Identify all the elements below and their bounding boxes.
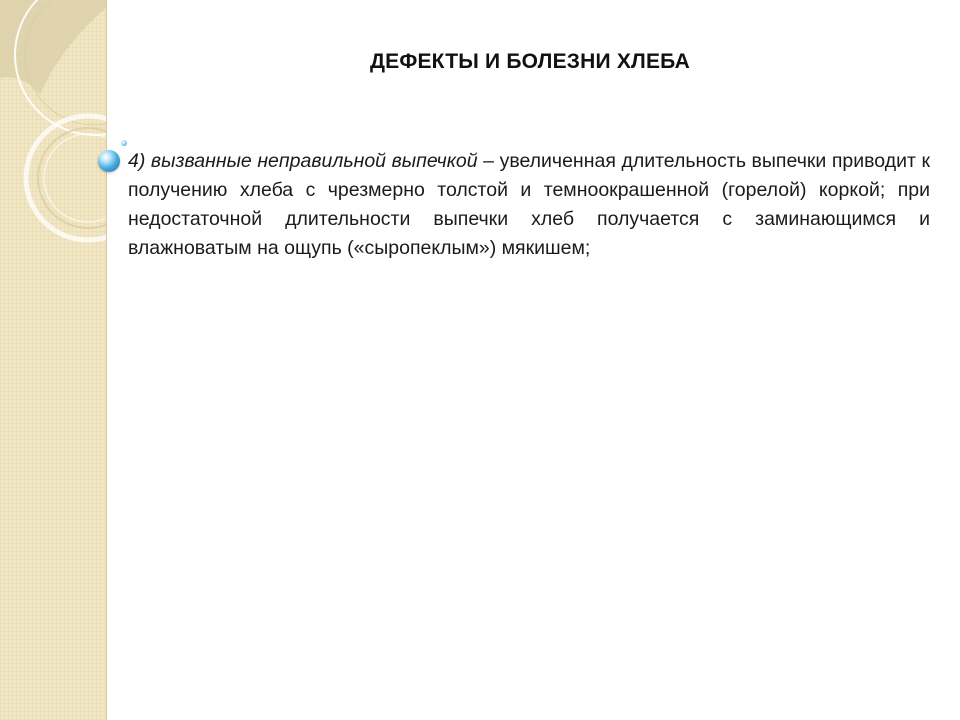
bullet-sphere-icon [98,150,120,172]
slide-title: ДЕФЕКТЫ И БОЛЕЗНИ ХЛЕБА [369,50,691,73]
sidebar-arcs-decoration [0,0,106,720]
bullet-item [128,147,930,263]
bullet-paragraph [128,147,930,263]
bullet-body-text: – увеличенная длительность выпечки приводит к получению хлеба с чрезмерно толстой и темноокрашенной (горелой) коркой; при недостаточной длительности выпечки хлеб получается с заминающимся и влажноватым на ощупь («сыропеклым») мякишем; [128,150,930,259]
decorative-sidebar [0,0,107,720]
bullet-italic-phrase: вызванные неправильной выпечкой [150,150,478,172]
bullet-small-dot-icon [121,140,127,146]
bullet-number: 4) [128,150,146,172]
